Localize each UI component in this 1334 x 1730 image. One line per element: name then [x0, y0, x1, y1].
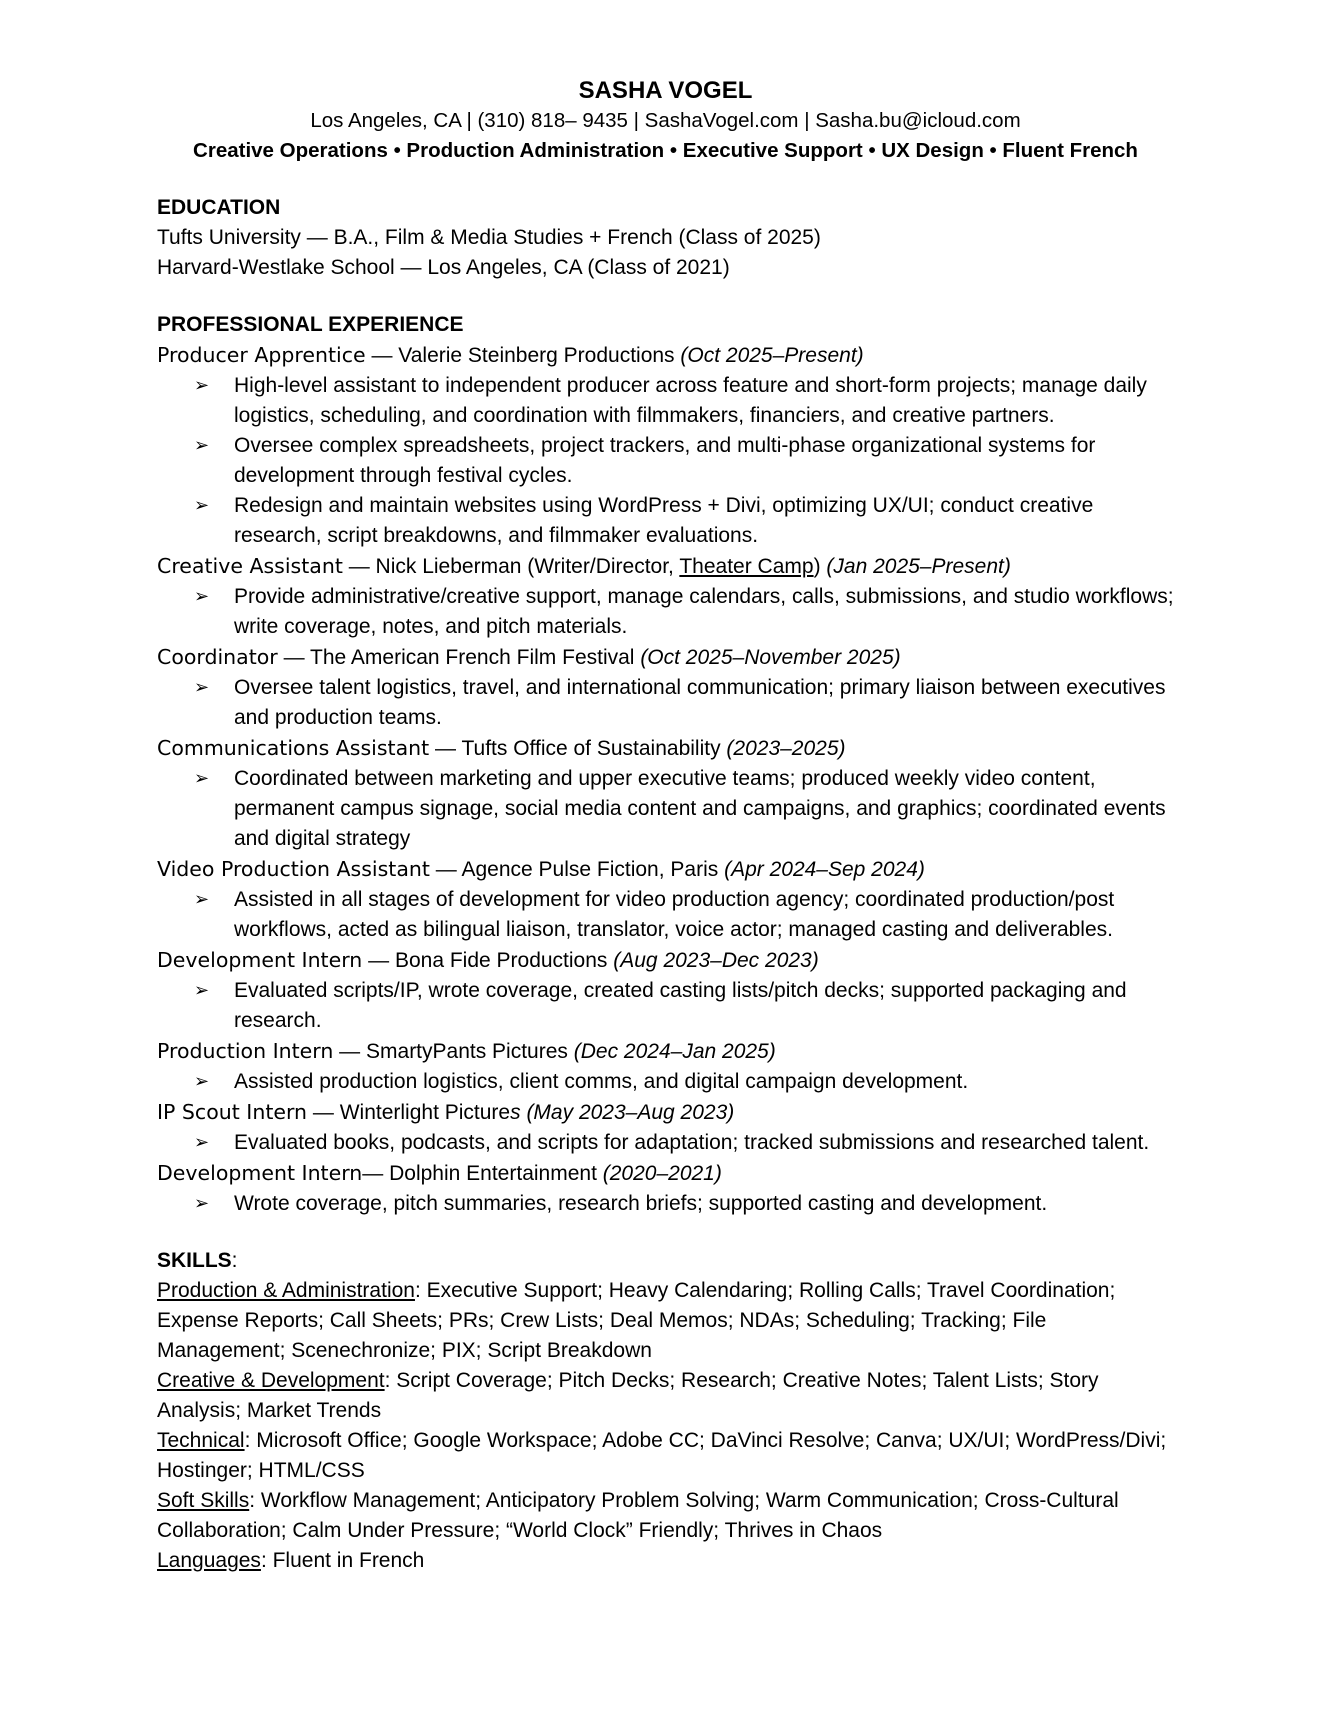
- job-role: Development Intern: [157, 948, 363, 972]
- job-dates: (Oct 2025–Present): [680, 344, 864, 367]
- skills-title: SKILLS: [157, 1249, 232, 1272]
- job-dates: (Aug 2023–Dec 2023): [613, 949, 819, 972]
- arrow-icon: ➢: [194, 768, 210, 789]
- job-entry: [157, 551, 1174, 582]
- bullet-text: Provide administrative/creative support, manage calendars, calls, submissions, and studio workflows; write coverage, notes, and pitch materials.: [234, 585, 1174, 638]
- film-credit-link[interactable]: Theater Camp: [679, 555, 814, 578]
- job-entry: [157, 642, 1174, 673]
- job-dates: (Apr 2024–Sep 2024): [724, 858, 925, 881]
- job-bullets: [157, 673, 1174, 733]
- job-org: — Bona Fide Productions: [362, 949, 614, 972]
- arrow-icon: ➢: [194, 375, 210, 396]
- candidate-name: SASHA VOGEL: [578, 77, 753, 104]
- job-role: Coordinator: [157, 645, 278, 669]
- bullet-item: [194, 1128, 1174, 1158]
- job-entry: [157, 340, 1174, 371]
- arrow-icon: ➢: [194, 889, 210, 910]
- job-org: — Agence Pulse Fiction, Paris: [429, 858, 725, 881]
- job-org: — Nick Lieberman (Writer/Director,: [342, 555, 680, 578]
- skill-list: : Workflow Management; Anticipatory Problem Solving; Warm Communication; Cross-Cultural Collaboration; Calm Under Pressure; “World Clock” Friendly; Thrives in Chaos: [157, 1489, 1119, 1542]
- bullet-text: Evaluated scripts/IP, wrote coverage, created casting lists/pitch decks; supported packaging and research.: [234, 979, 1127, 1032]
- job-dates: (2020–2021): [602, 1162, 722, 1185]
- education-entry: Tufts University — B.A., Film & Media Studies + French (Class of 2025): [157, 226, 821, 249]
- skill-list: : Executive Support; Heavy Calendaring; Rolling Calls; Travel Coordination; Expense Reports; Call Sheets; PRs; Crew Lists; Deal Memos; NDAs; Scheduling; Tracking; File Management; Scenechronize; PIX; Script Breakdown: [157, 1279, 1116, 1362]
- bullet-text: Oversee complex spreadsheets, project trackers, and multi-phase organizational systems for development through festival cycles.: [234, 434, 1096, 487]
- skill-group: [157, 1546, 1174, 1576]
- experience-heading: PROFESSIONAL EXPERIENCE: [157, 313, 464, 336]
- bullet-text: Redesign and maintain websites using WordPress + Divi, optimizing UX/UI; conduct creative research, script breakdowns, and filmmaker evaluations.: [234, 494, 1094, 547]
- bullet-text: High-level assistant to independent producer across feature and short-form projects; manage daily logistics, scheduling, and coordination with filmmakers, financiers, and creative partners.: [234, 374, 1147, 427]
- skill-group: [157, 1426, 1174, 1486]
- skill-list: : Fluent in French: [260, 1549, 425, 1572]
- arrow-icon: ➢: [194, 1132, 210, 1153]
- bullet-text: Assisted production logistics, client comms, and digital campaign development.: [234, 1070, 969, 1093]
- arrow-icon: ➢: [194, 677, 210, 698]
- job-bullets: [157, 976, 1174, 1036]
- bullet-item: [194, 371, 1174, 431]
- job-role: Video Production Assistant: [157, 857, 430, 881]
- skill-category: Soft Skills: [157, 1489, 250, 1512]
- skill-list: : Script Coverage; Pitch Decks; Research; Creative Notes; Talent Lists; Story Analysis; Market Trends: [157, 1369, 1099, 1422]
- job-bullets: [157, 764, 1174, 854]
- job-entry: [157, 854, 1174, 885]
- job-entry: [157, 733, 1174, 764]
- job-org-suffix: ): [813, 555, 827, 578]
- skill-category: Technical: [157, 1429, 245, 1452]
- job-role: IP Scout Intern: [157, 1100, 308, 1124]
- bullet-item: [194, 764, 1174, 854]
- arrow-icon: ➢: [194, 435, 210, 456]
- bullet-item: [194, 491, 1174, 551]
- job-dates: (Oct 2025–November 2025): [640, 646, 901, 669]
- job-bullets: [157, 1067, 1174, 1097]
- skill-category: Languages: [157, 1549, 261, 1572]
- bullet-item: [194, 976, 1174, 1036]
- skill-group: [157, 1276, 1174, 1366]
- bullet-item: [194, 885, 1174, 945]
- bullet-item: [194, 582, 1174, 642]
- job-role: Creative Assistant: [157, 554, 343, 578]
- skill-category: Production & Administration: [157, 1279, 415, 1302]
- skill-group: [157, 1366, 1174, 1426]
- bullet-text: Oversee talent logistics, travel, and international communication; primary liaison between executives and production teams.: [234, 676, 1166, 729]
- job-entry: [157, 945, 1174, 976]
- bullet-text: Coordinated between marketing and upper executive teams; produced weekly video content, permanent campus signage, social media content and campaigns, and graphics; coordinated events and digital strategy: [234, 767, 1166, 850]
- bullet-text: Wrote coverage, pitch summaries, research briefs; supported casting and development.: [234, 1192, 1048, 1215]
- arrow-icon: ➢: [194, 495, 210, 516]
- job-dates: (Jan 2025–Present): [826, 555, 1011, 578]
- bullet-item: [194, 431, 1174, 491]
- skills-heading: [157, 1246, 1174, 1276]
- bullet-text: Assisted in all stages of development for video production agency; coordinated production/post workflows, acted as bilingual liaison, translator, voice actor; managed casting and deliverables.: [234, 888, 1115, 941]
- job-role: Producer Apprentice: [157, 343, 366, 367]
- job-dates: (2023–2025): [726, 737, 846, 760]
- job-bullets: [157, 371, 1174, 551]
- job-org: — Winterlight Picture: [307, 1101, 511, 1124]
- arrow-icon: ➢: [194, 980, 210, 1001]
- job-org: — SmartyPants Pictures: [333, 1040, 574, 1063]
- bullet-item: [194, 1067, 1174, 1097]
- arrow-icon: ➢: [194, 1071, 210, 1092]
- job-entry: [157, 1097, 1174, 1128]
- job-role: Communications Assistant: [157, 736, 430, 760]
- job-entry: [157, 1158, 1174, 1189]
- skills-title-suffix: :: [231, 1249, 238, 1272]
- arrow-icon: ➢: [194, 1193, 210, 1214]
- skill-category: Creative & Development: [157, 1369, 385, 1392]
- job-entry: [157, 1036, 1174, 1067]
- job-org: — The American French Film Festival: [277, 646, 641, 669]
- skill-list: : Microsoft Office; Google Workspace; Adobe CC; DaVinci Resolve; Canva; UX/UI; WordPress/Divi; Hostinger; HTML/CSS: [157, 1429, 1167, 1482]
- job-bullets: [157, 1128, 1174, 1158]
- job-role: Development Intern: [157, 1161, 363, 1185]
- education-heading: EDUCATION: [157, 196, 281, 219]
- bullet-text: Evaluated books, podcasts, and scripts for adaptation; tracked submissions and researched talent.: [234, 1131, 1150, 1154]
- job-org: — Tufts Office of Sustainability: [429, 737, 727, 760]
- job-dates: (Dec 2024–Jan 2025): [573, 1040, 776, 1063]
- arrow-icon: ➢: [194, 586, 210, 607]
- job-role: Production Intern: [157, 1039, 334, 1063]
- skill-group: [157, 1486, 1174, 1546]
- job-bullets: [157, 885, 1174, 945]
- tagline: Creative Operations • Production Administration • Executive Support • UX Design • Fluent French: [193, 139, 1138, 162]
- job-dates: s (May 2023–Aug 2023): [510, 1101, 735, 1124]
- education-entry: Harvard-Westlake School — Los Angeles, CA (Class of 2021): [157, 256, 730, 279]
- bullet-item: [194, 1189, 1174, 1219]
- job-bullets: [157, 1189, 1174, 1219]
- job-bullets: [157, 582, 1174, 642]
- contact-line: Los Angeles, CA | (310) 818– 9435 | SashaVogel.com | Sasha.bu@icloud.com: [310, 109, 1021, 132]
- bullet-item: [194, 673, 1174, 733]
- job-org: — Valerie Steinberg Productions: [365, 344, 681, 367]
- job-org: — Dolphin Entertainment: [362, 1162, 603, 1185]
